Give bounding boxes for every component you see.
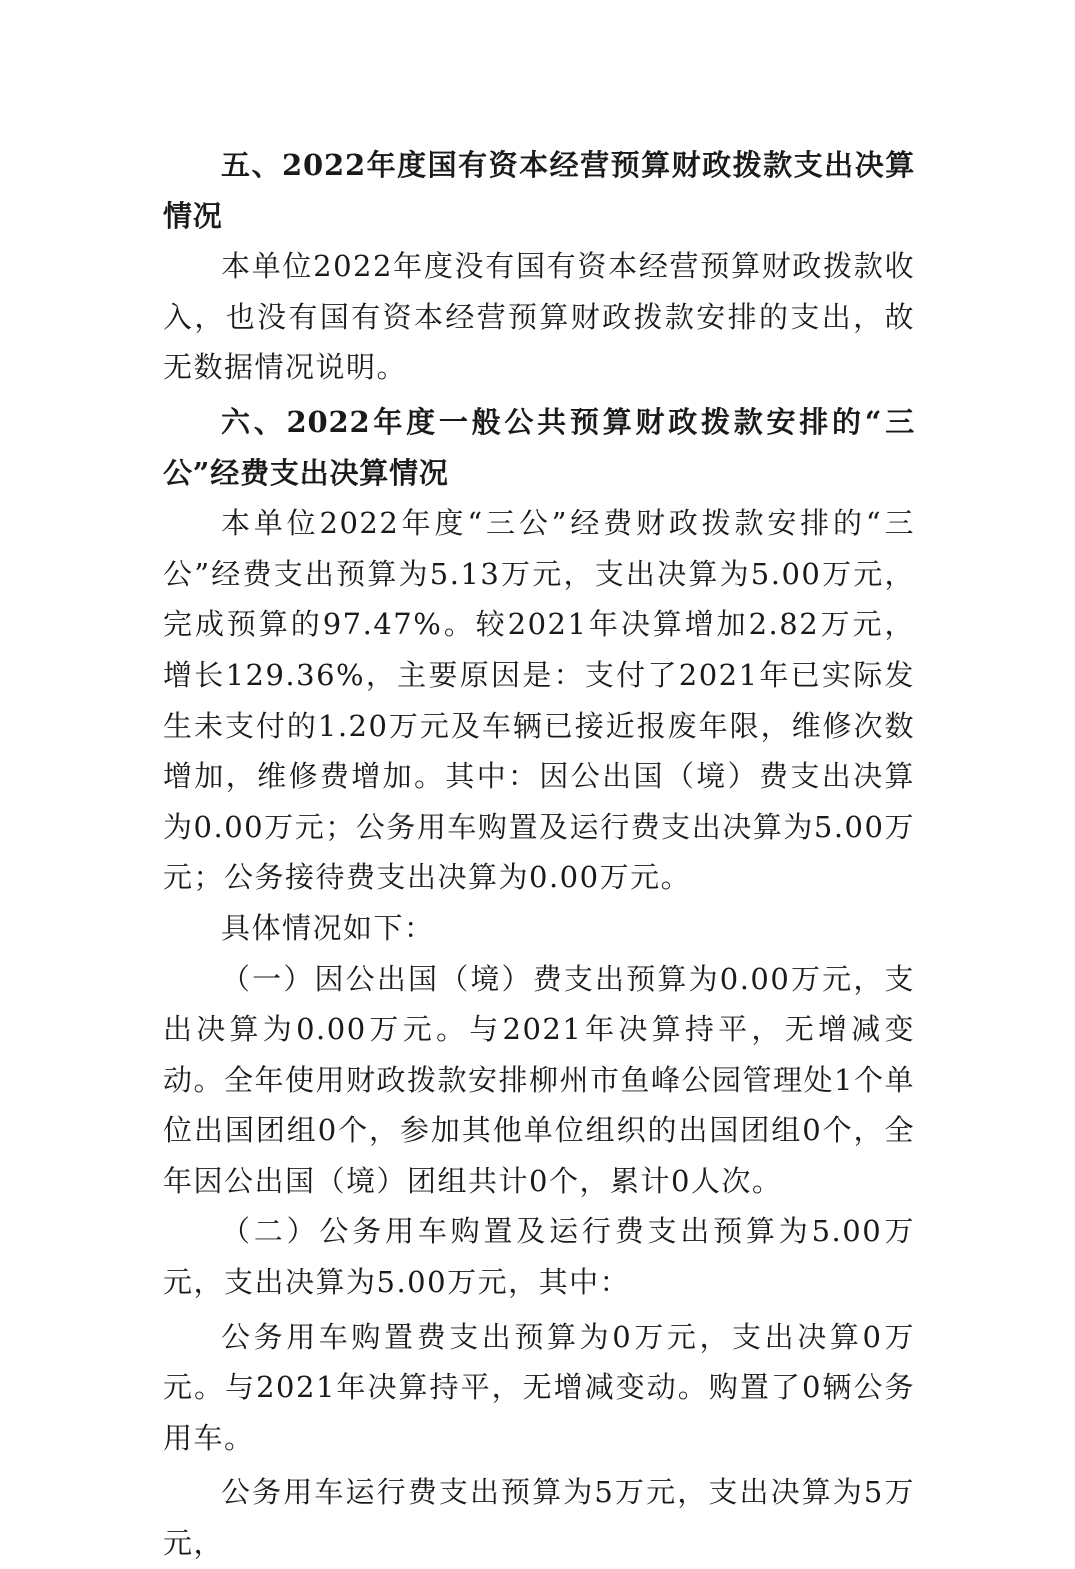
document-body (163, 140, 915, 1569)
detail-intro-paragraph: 具体情况如下： (221, 910, 435, 945)
section-5-paragraph: 本单位2022年度没有国有资本经营预算财政拨款收入，也没有国有资本经营预算财政拨款安排的支出，故无数据情况说明。 (163, 249, 915, 385)
vehicle-purchase-paragraph: 公务用车购置费支出预算为0万元，支出决算0万元。与2021年决算持平，无增减变动。购置了0辆公务用车。 (163, 1319, 915, 1455)
section-5-heading: 五、2022年度国有资本经营预算财政拨款支出决算情况 (163, 148, 915, 233)
item-1-paragraph: （一）因公出国（境）费支出预算为0.00万元，支出决算为0.00万元。与2021年决算持平，无增减变动。全年使用财政拨款安排柳州市鱼峰公园管理处1个单位出国团组0个，参加其他单位组织的出国团组0个，全年因公出国（境）团组共计0个，累计0人次。 (163, 961, 915, 1198)
section-6-summary-paragraph: 本单位2022年度“三公”经费财政拨款安排的“三公”经费支出预算为5.13万元，支出决算为5.00万元，完成预算的97.47%。较2021年决算增加2.82万元，增长129.36%，主要原因是：支付了2021年已实际发生未支付的1.20万元及车辆已接近报废年限，维修次数增加，维修费增加。其中：因公出国（境）费支出决算为0.00万元；公务用车购置及运行费支出决算为5.00万元；公务接待费支出决算为0.00万元。 (163, 506, 915, 895)
vehicle-operation-paragraph: 公务用车运行费支出预算为5万元，支出决算为5万元， (163, 1475, 915, 1561)
section-6-heading: 六、2022年度一般公共预算财政拨款安排的“三公”经费支出决算情况 (163, 404, 915, 490)
item-2-paragraph: （二）公务用车购置及运行费支出预算为5.00万元，支出决算为5.00万元，其中： (163, 1214, 915, 1300)
